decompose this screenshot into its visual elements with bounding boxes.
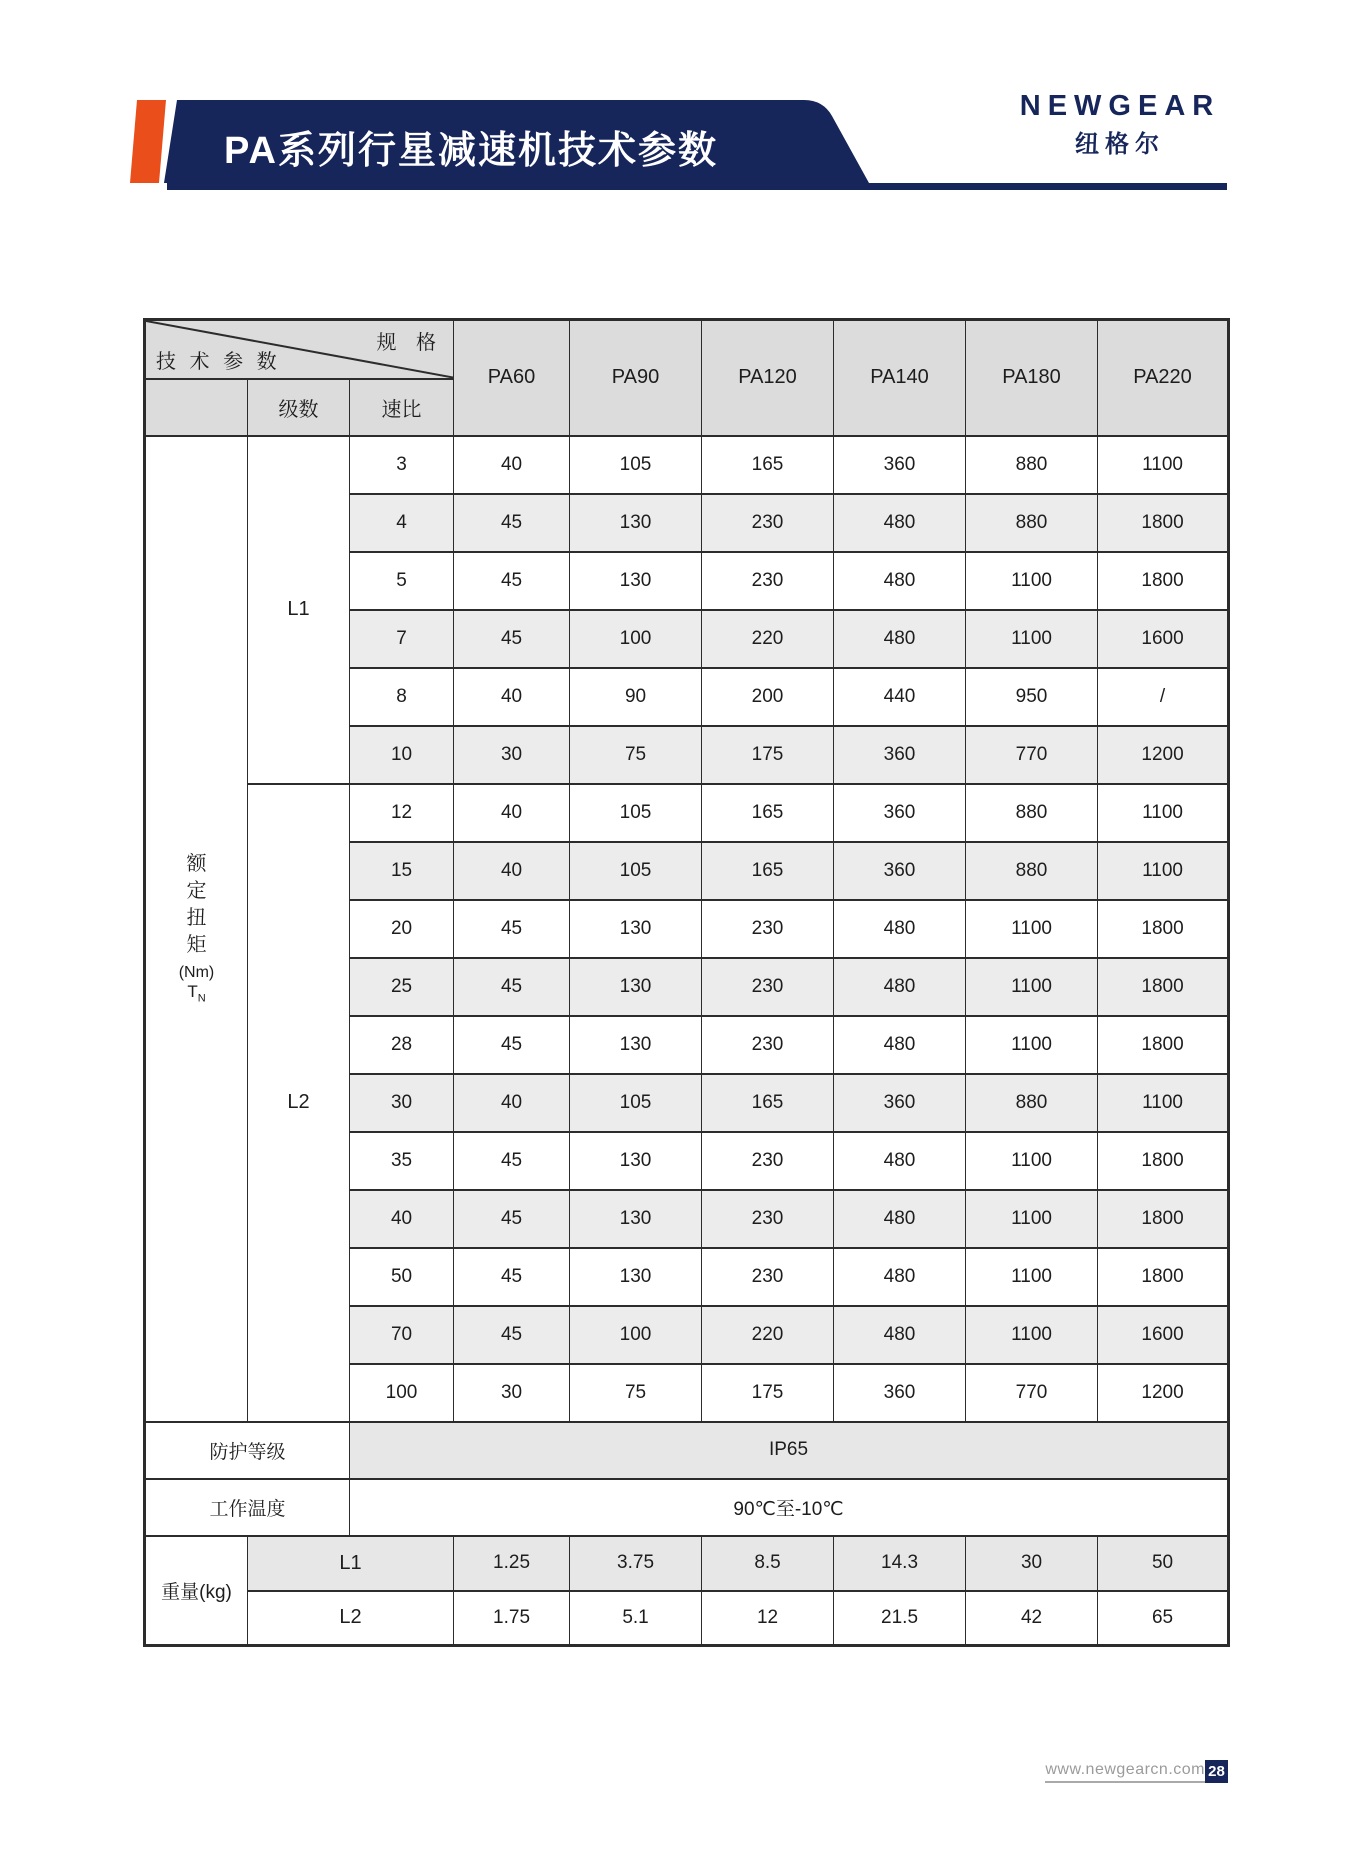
torque-value-cell: 45 — [454, 610, 570, 668]
torque-value-cell: 1100 — [1098, 842, 1229, 900]
torque-value-cell: 45 — [454, 1132, 570, 1190]
torque-value-cell: 480 — [834, 958, 966, 1016]
torque-row — [145, 436, 1229, 494]
torque-value-cell: 1800 — [1098, 1190, 1229, 1248]
torque-value-cell: 75 — [570, 726, 702, 784]
torque-value-cell: 220 — [702, 610, 834, 668]
torque-value-cell: 480 — [834, 1016, 966, 1074]
torque-value-cell: 1100 — [966, 1248, 1098, 1306]
weight-value-cell: 65 — [1098, 1591, 1229, 1646]
torque-value-cell: 230 — [702, 900, 834, 958]
torque-value-cell: 880 — [966, 842, 1098, 900]
ratio-cell: 30 — [350, 1074, 454, 1132]
torque-axis-label: 额 定 扭 矩 (Nm) $T_N$ — [145, 436, 248, 1422]
torque-value-cell: 770 — [966, 726, 1098, 784]
torque-value-cell: 230 — [702, 1190, 834, 1248]
torque-value-cell: 1600 — [1098, 1306, 1229, 1364]
torque-value-cell: 130 — [570, 1190, 702, 1248]
torque-value-cell: 45 — [454, 1306, 570, 1364]
torque-value-cell: 130 — [570, 552, 702, 610]
ratio-cell: 70 — [350, 1306, 454, 1364]
torque-value-cell: 1100 — [966, 610, 1098, 668]
torque-value-cell: 950 — [966, 668, 1098, 726]
ratio-cell: 40 — [350, 1190, 454, 1248]
torque-value-cell: 175 — [702, 726, 834, 784]
brand-logo — [995, 90, 1245, 159]
page-number-badge: 28 — [1205, 1760, 1228, 1783]
protection-value: IP65 — [350, 1422, 1229, 1479]
torque-value-cell: 1200 — [1098, 726, 1229, 784]
torque-value-cell: 360 — [834, 842, 966, 900]
torque-value-cell: 230 — [702, 1132, 834, 1190]
torque-value-cell: 105 — [570, 436, 702, 494]
torque-value-cell: 1100 — [966, 1190, 1098, 1248]
torque-value-cell: 165 — [702, 842, 834, 900]
torque-value-cell: 230 — [702, 494, 834, 552]
torque-value-cell: 130 — [570, 958, 702, 1016]
weight-value-cell: 8.5 — [702, 1536, 834, 1591]
corner-cell — [145, 320, 454, 379]
torque-value-cell: 105 — [570, 842, 702, 900]
torque-value-cell: 1100 — [966, 1016, 1098, 1074]
weight-value-cell: 30 — [966, 1536, 1098, 1591]
torque-value-cell: 40 — [454, 1074, 570, 1132]
stage-label-L1: L1 — [248, 436, 350, 784]
torque-value-cell: 165 — [702, 784, 834, 842]
brand-name: NEWGEAR — [1019, 90, 1221, 122]
weight-value-cell: 12 — [702, 1591, 834, 1646]
corner-params-label: 技 术 参 数 — [156, 350, 281, 373]
weight-stage-L1: L1 — [248, 1536, 454, 1591]
torque-value-cell: 1800 — [1098, 494, 1229, 552]
torque-value-cell: 230 — [702, 958, 834, 1016]
torque-value-cell: 480 — [834, 610, 966, 668]
torque-value-cell: 30 — [454, 726, 570, 784]
torque-value-cell: 130 — [570, 900, 702, 958]
weight-label: 重量(kg) — [145, 1536, 248, 1646]
torque-value-cell: 1800 — [1098, 1248, 1229, 1306]
torque-value-cell: 45 — [454, 552, 570, 610]
torque-value-cell: 130 — [570, 494, 702, 552]
weight-value-cell: 3.75 — [570, 1536, 702, 1591]
ratio-cell: 35 — [350, 1132, 454, 1190]
ratio-cell: 20 — [350, 900, 454, 958]
weight-value-cell: 50 — [1098, 1536, 1229, 1591]
torque-value-cell: 1100 — [966, 552, 1098, 610]
torque-value-cell: 105 — [570, 784, 702, 842]
torque-value-cell: 130 — [570, 1132, 702, 1190]
ratio-cell: 10 — [350, 726, 454, 784]
torque-value-cell: 1100 — [1098, 436, 1229, 494]
torque-value-cell: 1100 — [966, 1132, 1098, 1190]
torque-value-cell: 1100 — [966, 958, 1098, 1016]
stage-label-L2: L2 — [248, 784, 350, 1422]
weight-value-cell: 5.1 — [570, 1591, 702, 1646]
torque-value-cell: 30 — [454, 1364, 570, 1422]
torque-value-cell: 480 — [834, 552, 966, 610]
torque-value-cell: 360 — [834, 1074, 966, 1132]
col-header-PA140: PA140 — [834, 320, 966, 436]
torque-value-cell: 1600 — [1098, 610, 1229, 668]
ratio-cell: 25 — [350, 958, 454, 1016]
col-header-PA180: PA180 — [966, 320, 1098, 436]
footer-url[interactable]: www.newgearcn.com — [1045, 1760, 1205, 1783]
ratio-cell: 3 — [350, 436, 454, 494]
footer — [1045, 1760, 1228, 1783]
torque-value-cell: 45 — [454, 900, 570, 958]
torque-value-cell: 90 — [570, 668, 702, 726]
torque-value-cell: 45 — [454, 1016, 570, 1074]
weight-value-cell: 42 — [966, 1591, 1098, 1646]
torque-value-cell: 40 — [454, 842, 570, 900]
torque-value-cell: 45 — [454, 958, 570, 1016]
weight-value-cell: 1.25 — [454, 1536, 570, 1591]
torque-value-cell: 880 — [966, 1074, 1098, 1132]
torque-value-cell: 480 — [834, 1190, 966, 1248]
ratio-cell: 100 — [350, 1364, 454, 1422]
torque-value-cell: 100 — [570, 610, 702, 668]
torque-value-cell: 100 — [570, 1306, 702, 1364]
ratio-cell: 50 — [350, 1248, 454, 1306]
torque-value-cell: 480 — [834, 1132, 966, 1190]
weight-stage-L2: L2 — [248, 1591, 454, 1646]
weight-row — [145, 1536, 1229, 1591]
torque-value-cell: 1100 — [966, 1306, 1098, 1364]
torque-value-cell: 230 — [702, 1016, 834, 1074]
torque-value-cell: 220 — [702, 1306, 834, 1364]
torque-value-cell: 480 — [834, 1306, 966, 1364]
torque-value-cell: 130 — [570, 1016, 702, 1074]
spec-table — [143, 318, 1230, 1647]
torque-value-cell: 1800 — [1098, 900, 1229, 958]
torque-value-cell: 45 — [454, 494, 570, 552]
orange-accent-shape — [130, 100, 166, 183]
ratio-cell: 8 — [350, 668, 454, 726]
weight-value-cell: 21.5 — [834, 1591, 966, 1646]
col-header-PA60: PA60 — [454, 320, 570, 436]
torque-value-cell: 1100 — [1098, 1074, 1229, 1132]
torque-value-cell: 40 — [454, 436, 570, 494]
torque-value-cell: 480 — [834, 1248, 966, 1306]
brand-name-cn: 纽格尔 — [1075, 131, 1165, 158]
ratio-cell: 5 — [350, 552, 454, 610]
torque-value-cell: 1200 — [1098, 1364, 1229, 1422]
col-header-PA120: PA120 — [702, 320, 834, 436]
torque-value-cell: 230 — [702, 552, 834, 610]
ratio-cell: 15 — [350, 842, 454, 900]
torque-value-cell: 75 — [570, 1364, 702, 1422]
torque-value-cell: 1800 — [1098, 552, 1229, 610]
col-header-PA90: PA90 — [570, 320, 702, 436]
torque-value-cell: 480 — [834, 900, 966, 958]
corner-spec-label: 规 格 — [376, 332, 444, 354]
ratio-cell: 12 — [350, 784, 454, 842]
torque-value-cell: 45 — [454, 1190, 570, 1248]
torque-value-cell: 360 — [834, 784, 966, 842]
stage-header: 级数 — [248, 379, 350, 436]
torque-value-cell: 130 — [570, 1248, 702, 1306]
torque-value-cell: 360 — [834, 1364, 966, 1422]
torque-value-cell: 40 — [454, 668, 570, 726]
torque-value-cell: 360 — [834, 436, 966, 494]
ratio-header: 速比 — [350, 379, 454, 436]
torque-value-cell: 1800 — [1098, 1016, 1229, 1074]
weight-value-cell: 1.75 — [454, 1591, 570, 1646]
torque-value-cell: 880 — [966, 494, 1098, 552]
header-underline-bar — [167, 183, 1227, 190]
torque-value-cell: 165 — [702, 436, 834, 494]
col-header-PA220: PA220 — [1098, 320, 1229, 436]
ratio-cell: 7 — [350, 610, 454, 668]
torque-value-cell: 880 — [966, 784, 1098, 842]
torque-value-cell: 45 — [454, 1248, 570, 1306]
torque-value-cell: 1800 — [1098, 1132, 1229, 1190]
page-title: PA系列行星减速机技术参数 — [224, 130, 718, 172]
torque-value-cell: 440 — [834, 668, 966, 726]
torque-value-cell: 175 — [702, 1364, 834, 1422]
torque-value-cell: 1800 — [1098, 958, 1229, 1016]
torque-value-cell: 880 — [966, 436, 1098, 494]
torque-value-cell: 165 — [702, 1074, 834, 1132]
torque-value-cell: 480 — [834, 494, 966, 552]
ratio-cell: 4 — [350, 494, 454, 552]
ratio-cell: 28 — [350, 1016, 454, 1074]
torque-value-cell: / — [1098, 668, 1229, 726]
temperature-label: 工作温度 — [145, 1479, 350, 1536]
torque-value-cell: 1100 — [1098, 784, 1229, 842]
temperature-value: 90℃至-10℃ — [350, 1479, 1229, 1536]
torque-value-cell: 360 — [834, 726, 966, 784]
torque-row — [145, 784, 1229, 842]
weight-row — [145, 1591, 1229, 1646]
torque-value-cell: 230 — [702, 1248, 834, 1306]
torque-value-cell: 770 — [966, 1364, 1098, 1422]
weight-value-cell: 14.3 — [834, 1536, 966, 1591]
torque-value-cell: 40 — [454, 784, 570, 842]
torque-value-cell: 200 — [702, 668, 834, 726]
torque-value-cell: 1100 — [966, 900, 1098, 958]
protection-label: 防护等级 — [145, 1422, 350, 1479]
empty-header-cell — [145, 379, 248, 436]
torque-value-cell: 105 — [570, 1074, 702, 1132]
